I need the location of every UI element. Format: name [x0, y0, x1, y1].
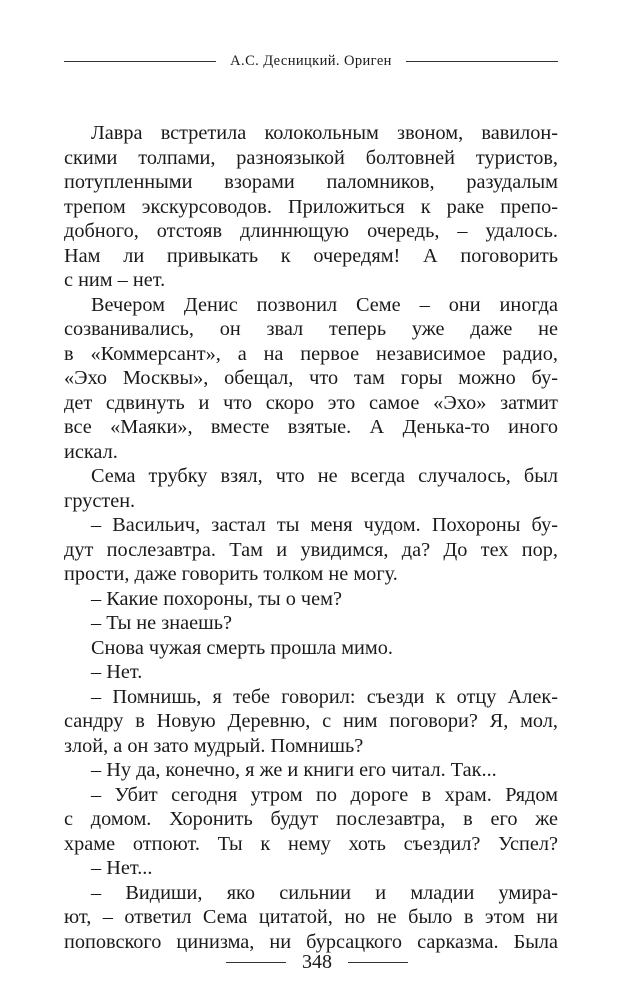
text-line: – Какие похороны, ты о чем?: [91, 587, 342, 610]
text-line: грустен.: [64, 489, 136, 512]
text-line: все «Маяки», вместе взятые. А Денька-то иного: [64, 416, 558, 438]
page-number: 348: [302, 950, 332, 973]
text-line: ют, – ответил Сема цитатой, но не было в этом ни: [64, 906, 558, 928]
running-title: А.С. Десницкий. Ориген: [230, 52, 392, 69]
header-rule-left: [64, 61, 216, 62]
text-line: скими толпами, разноязыкой болтовней туристов,: [64, 146, 558, 169]
text-line: поповского цинизма, ни бурсацкого сарказма. Была: [64, 930, 558, 953]
footer-rule-right: [348, 962, 408, 963]
text-line: с ним – нет.: [64, 269, 166, 291]
text-line: трепом экскурсоводов. Приложиться к раке препо-: [64, 195, 558, 218]
text-line: – Ты не знаешь?: [91, 612, 232, 634]
text-line: дет сдвинуть и что скоро это самое «Эхо» затмит: [64, 391, 558, 414]
running-header: [64, 50, 558, 72]
text-line: – Убит сегодня утром по дороге в храм. Рядом: [91, 783, 558, 806]
text-line: в «Коммерсант», а на первое независимое радио,: [64, 342, 558, 365]
text-line: с домом. Хоронить будут послезавтра, в его же: [64, 808, 558, 830]
text-line: – Помнишь, я тебе говорил: съезди к отцу Алек-: [91, 685, 558, 708]
text-line: – Нет...: [91, 857, 153, 879]
text-line: дут послезавтра. Там и увидимся, да? До тех пор,: [64, 538, 558, 561]
body-text: [64, 121, 558, 954]
text-line: добного, отстояв длиннющую очередь, – удалось.: [64, 220, 558, 242]
text-line: – Васильич, застал ты меня чудом. Похороны бу-: [91, 514, 558, 536]
text-line: Вечером Денис позвонил Семе – они иногда: [91, 293, 558, 316]
page-footer: [0, 950, 634, 974]
text-line: храме отпоют. Ты к нему хоть съездил? Успел?: [64, 832, 558, 855]
text-line: злой, а он зато мудрый. Помнишь?: [64, 734, 364, 757]
header-rule-right: [406, 61, 558, 62]
text-line: – Видиши, яко сильнии и младии умира-: [91, 881, 558, 904]
text-line: прости, даже говорить толком не могу.: [64, 563, 398, 585]
text-line: сандру в Новую Деревню, с ним поговори? Я, мол,: [64, 710, 558, 732]
text-line: созванивались, он звал теперь уже даже не: [64, 318, 558, 340]
text-line: потупленными взорами паломников, разудалым: [64, 171, 558, 193]
text-line: «Эхо Москвы», обещал, что там горы можно бу-: [64, 367, 558, 389]
text-line: Лавра встретила колокольным звоном, вавилон-: [91, 122, 558, 144]
text-line: искал.: [64, 440, 118, 463]
text-line: Нам ли привыкать к очередям! А поговорить: [64, 244, 558, 267]
text-line: Снова чужая смерть прошла мимо.: [91, 636, 393, 659]
text-line: Сема трубку взял, что не всегда случалось, был: [91, 465, 558, 487]
footer-rule-left: [226, 962, 286, 963]
text-line: – Ну да, конечно, я же и книги его читал. Так...: [91, 759, 497, 781]
text-line: – Нет.: [91, 661, 143, 683]
